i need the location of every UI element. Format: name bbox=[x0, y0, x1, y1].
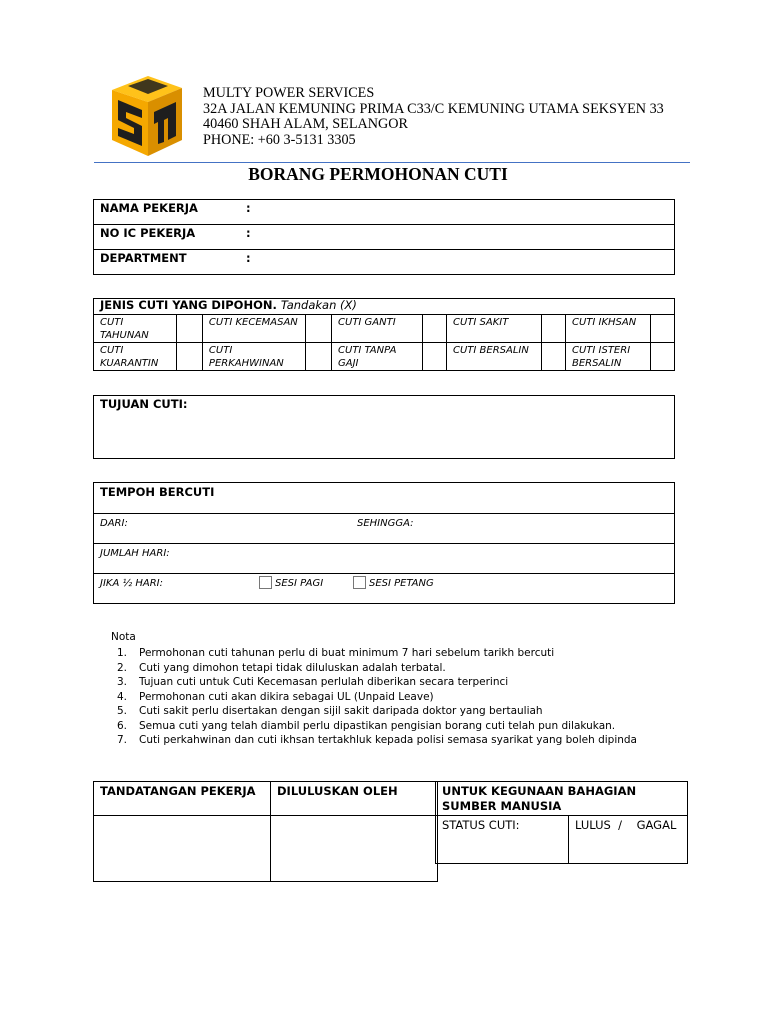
mark-box-unpaid[interactable] bbox=[422, 343, 446, 371]
total-days-label: JUMLAH HARI: bbox=[100, 548, 170, 559]
note-text: Cuti perkahwinan dan cuti ikhsan tertakhluk kepada polisi semasa syarikat yang boleh dipinda bbox=[139, 734, 637, 746]
leave-type-label: CUTI ISTERI BERSALIN bbox=[565, 343, 650, 371]
note-item: 7. Cuti perkahwinan dan cuti ikhsan tertakhluk kepada polisi semasa syarikat yang boleh dipinda bbox=[117, 734, 637, 746]
mark-box-compassionate[interactable] bbox=[650, 315, 674, 343]
note-item: 5. Cuti sakit perlu disertakan dengan sijil sakit daripada doktor yang bertauliah bbox=[117, 705, 543, 717]
evening-session-option[interactable] bbox=[353, 576, 434, 589]
approved-by-signature-box[interactable] bbox=[271, 816, 438, 882]
morning-session-option[interactable] bbox=[259, 576, 323, 589]
department-row[interactable] bbox=[94, 250, 675, 275]
to-label: SEHINGGA: bbox=[357, 518, 414, 529]
mark-box-emergency[interactable] bbox=[305, 315, 331, 343]
note-item: 1. Permohonan cuti tahunan perlu di buat minimum 7 hari sebelum tarikh bercuti bbox=[117, 647, 555, 659]
evening-session-checkbox[interactable] bbox=[353, 576, 366, 589]
notes-title: Nota bbox=[111, 631, 136, 643]
total-days-row[interactable] bbox=[94, 544, 675, 574]
purpose-label: TUJUAN CUTI: bbox=[100, 397, 188, 411]
note-text: Cuti sakit perlu disertakan dengan sijil sakit daripada doktor yang bertauliah bbox=[139, 705, 543, 717]
signature-table bbox=[93, 781, 438, 882]
note-text: Permohonan cuti akan dikira sebagai UL (Unpaid Leave) bbox=[139, 690, 434, 703]
leave-type-label: CUTI SAKIT bbox=[446, 315, 541, 343]
note-text: Permohonan cuti tahunan perlu di buat minimum 7 hari sebelum tarikh bercuti bbox=[139, 647, 555, 659]
employee-signature-box[interactable] bbox=[94, 816, 271, 882]
company-address-line2: 40460 SHAH ALAM, SELANGOR bbox=[203, 116, 408, 133]
note-item: 4. Permohonan cuti akan dikira sebagai UL (Unpaid Leave) bbox=[117, 690, 434, 703]
notes-list bbox=[117, 646, 637, 748]
leave-status-options[interactable]: LULUS / GAGAL bbox=[569, 816, 688, 864]
purpose-box[interactable] bbox=[93, 395, 675, 459]
mark-box-replacement[interactable] bbox=[422, 315, 446, 343]
company-info bbox=[203, 86, 664, 148]
leave-type-label: CUTI KECEMASAN bbox=[202, 315, 305, 343]
leave-type-label: CUTI TANPA GAJI bbox=[332, 343, 423, 371]
company-address-line1: 32A JALAN KEMUNING PRIMA C33/C KEMUNING UTAMA SEKSYEN 33 bbox=[203, 100, 664, 117]
mark-box-marriage[interactable] bbox=[305, 343, 331, 371]
mark-box-sick[interactable] bbox=[541, 315, 565, 343]
note-item: 2. Cuti yang dimohon tetapi tidak diluluskan adalah terbatal. bbox=[117, 661, 446, 674]
field-separator: : bbox=[246, 226, 251, 240]
company-name: MULTY POWER SERVICES bbox=[203, 85, 375, 101]
half-day-label: JIKA ½ HARI: bbox=[100, 578, 163, 589]
leave-type-label: CUTI GANTI bbox=[332, 315, 423, 343]
employee-ic-row[interactable] bbox=[94, 225, 675, 250]
leave-type-table bbox=[93, 298, 675, 371]
employee-info-table bbox=[93, 199, 675, 275]
employee-signature-header: TANDATANGAN PEKERJA bbox=[94, 782, 271, 816]
note-text: Cuti yang dimohon tetapi tidak diluluskan adalah terbatal. bbox=[139, 661, 446, 674]
form-title: BORANG PERMOHONAN CUTI bbox=[248, 164, 508, 184]
field-separator: : bbox=[246, 251, 251, 265]
company-phone: PHONE: +60 3-5131 3305 bbox=[203, 131, 356, 148]
company-logo bbox=[108, 74, 186, 158]
department-label: DEPARTMENT bbox=[100, 251, 187, 265]
note-item: 3. Tujuan cuti untuk Cuti Kecemasan perlulah diberikan secara terperinci bbox=[117, 676, 509, 688]
note-text: Semua cuti yang telah diambil perlu dipastikan pengisian borang cuti telah pun dilakukan. bbox=[139, 719, 616, 732]
note-text: Tujuan cuti untuk Cuti Kecemasan perlulah diberikan secara terperinci bbox=[139, 676, 509, 688]
mark-box-quarantine[interactable] bbox=[176, 343, 202, 371]
evening-session-label: SESI PETANG bbox=[369, 578, 434, 589]
field-separator: : bbox=[246, 201, 251, 215]
employee-name-label: NAMA PEKERJA bbox=[100, 201, 198, 215]
leave-type-instruction: Tandakan (X) bbox=[280, 298, 357, 312]
hr-use-header: UNTUK KEGUNAAN BAHAGIAN SUMBER MANUSIA bbox=[436, 782, 688, 816]
leave-type-label: CUTI KUARANTIN bbox=[94, 343, 177, 371]
employee-ic-label: NO IC PEKERJA bbox=[100, 226, 196, 240]
approved-by-header: DILULUSKAN OLEH bbox=[271, 782, 438, 816]
employee-name-row[interactable] bbox=[94, 200, 675, 225]
leave-type-header bbox=[94, 299, 675, 315]
leave-type-label: CUTI IKHSAN bbox=[565, 315, 650, 343]
mark-box-maternity[interactable] bbox=[541, 343, 565, 371]
morning-session-label: SESI PAGI bbox=[275, 578, 324, 589]
mark-box-paternity[interactable] bbox=[650, 343, 674, 371]
leave-period-table bbox=[93, 482, 675, 604]
note-item: 6. Semua cuti yang telah diambil perlu dipastikan pengisian borang cuti telah pun dilakukan. bbox=[117, 719, 616, 732]
leave-type-label: CUTI TAHUNAN bbox=[94, 315, 177, 343]
half-day-row bbox=[94, 574, 675, 604]
date-range-row[interactable] bbox=[94, 514, 675, 544]
mark-box-annual[interactable] bbox=[176, 315, 202, 343]
morning-session-checkbox[interactable] bbox=[259, 576, 272, 589]
leave-type-title: JENIS CUTI YANG DIPOHON. bbox=[100, 298, 277, 312]
header-divider bbox=[94, 162, 690, 163]
hr-use-table bbox=[435, 781, 688, 864]
leave-type-label: CUTI PERKAHWINAN bbox=[202, 343, 305, 371]
leave-status-label: STATUS CUTI: bbox=[436, 816, 569, 864]
leave-type-label: CUTI BERSALIN bbox=[446, 343, 541, 371]
from-label: DARI: bbox=[100, 518, 128, 529]
leave-period-header: TEMPOH BERCUTI bbox=[94, 483, 675, 514]
